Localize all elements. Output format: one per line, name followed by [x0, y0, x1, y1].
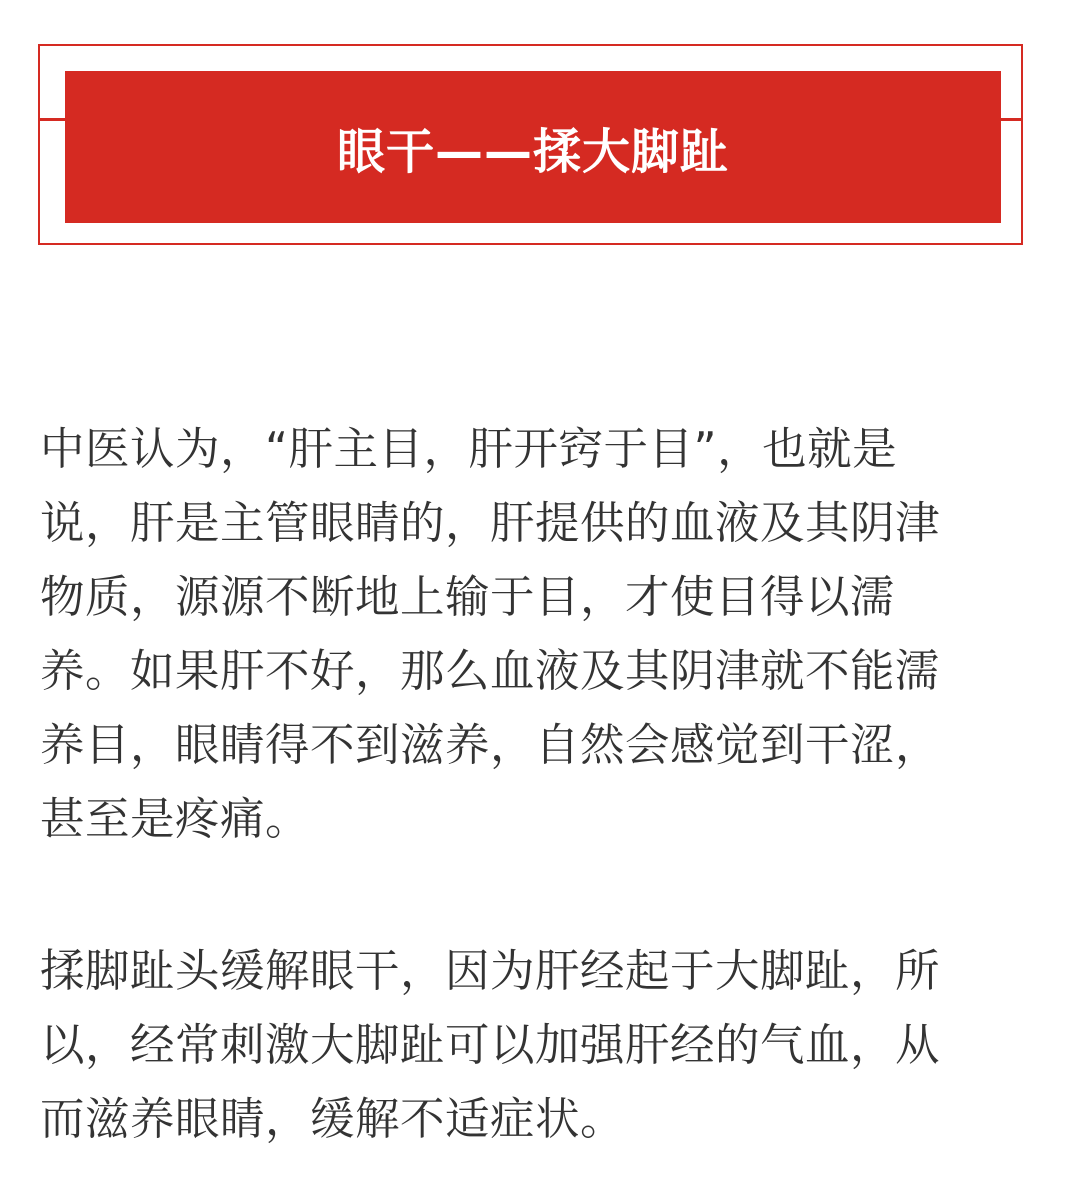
paragraph-tcm-explanation	[40, 413, 1005, 857]
paragraph-line: 养。如果肝不好，那么血液及其阴津就不能濡	[40, 646, 941, 697]
paragraph-line: 揉脚趾头缓解眼干，因为肝经起于大脚趾，所	[40, 946, 941, 997]
paragraph-toe-massage	[40, 935, 1005, 1157]
section-title-frame	[38, 44, 1023, 245]
paragraph-line: 说，肝是主管眼睛的，肝提供的血液及其阴津	[40, 498, 941, 549]
paragraph-line: 养目，眼睛得不到滋养，自然会感觉到干涩，	[40, 720, 941, 771]
paragraph-line: 甚至是疼痛。	[40, 794, 311, 845]
section-title: 眼干——揉大脚趾	[336, 123, 729, 180]
section-title-banner	[65, 71, 1001, 223]
paragraph-line: 物质，源源不断地上输于目，才使目得以濡	[40, 572, 896, 623]
paragraph-line: 中医认为，“肝主目，肝开窍于目”，也就是	[40, 424, 898, 475]
paragraph-line: 以，经常刺激大脚趾可以加强肝经的气血，从	[40, 1020, 941, 1071]
frame-divider-left	[40, 118, 66, 121]
paragraph-line: 而滋养眼睛，缓解不适症状。	[40, 1094, 626, 1145]
